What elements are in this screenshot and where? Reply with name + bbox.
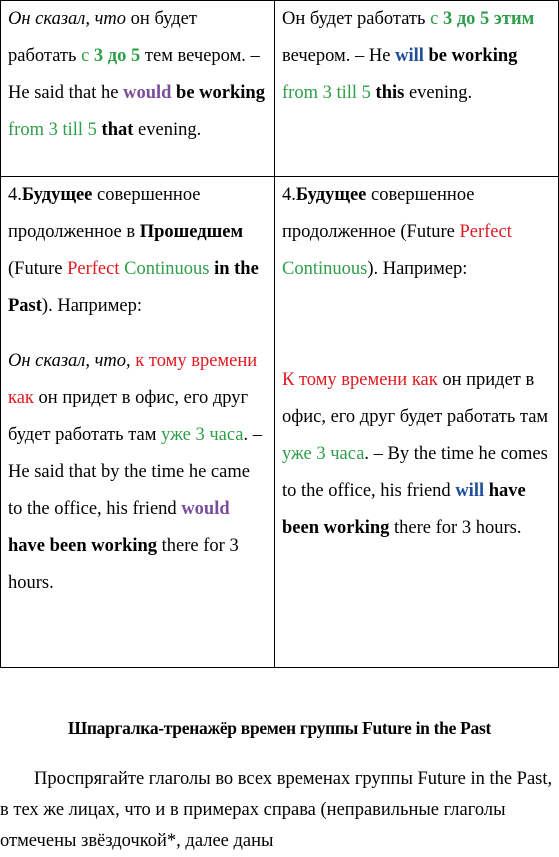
text-fragment: would [123, 83, 172, 103]
text-fragment: in the Past [8, 259, 259, 316]
text-fragment: к тому времени как [8, 351, 258, 408]
text-fragment: он придет в офис, его друг будет работать там [8, 388, 249, 445]
text-fragment: Perfect [67, 259, 120, 279]
table-row [1, 177, 559, 668]
text-fragment: have been working [282, 481, 526, 538]
text-fragment: с [81, 46, 94, 66]
text-fragment: evening. [133, 120, 202, 140]
text-fragment: be working [176, 83, 265, 103]
text-fragment: он придет в офис, его друг будет работать там [282, 370, 549, 427]
text-fragment: would [181, 499, 230, 519]
text-fragment: evening. [404, 83, 473, 103]
text-fragment: 4. [8, 185, 22, 205]
text-fragment: 4. [282, 185, 296, 205]
tense-cell-future-perfect-continuous-in-the-past [1, 177, 275, 668]
text-fragment: be working [428, 46, 518, 66]
text-fragment: тем вечером. – He said that he [8, 46, 260, 103]
text-fragment: from 3 till 5 [8, 120, 97, 140]
text-fragment: there for 3 hours. [8, 536, 239, 593]
text-fragment: Он сказал, что [8, 351, 127, 371]
text-fragment: Continuous [124, 259, 210, 279]
text-fragment: this [375, 83, 405, 103]
text-fragment: совершенное продолженное (Future [282, 185, 475, 242]
text-fragment: have been working [8, 536, 158, 556]
text-fragment: there for 3 hours. [389, 518, 522, 538]
text-fragment: Прошедшем [139, 222, 244, 242]
text-fragment: ). Например: [367, 259, 468, 279]
example-cell-past [1, 1, 275, 177]
text-fragment: Он будет работать [282, 9, 431, 29]
spacer [8, 325, 268, 343]
text-fragment: 3 до 5 [442, 9, 490, 29]
text-fragment: will [395, 46, 424, 66]
spacer [282, 288, 552, 362]
text-fragment: will [455, 481, 485, 501]
text-fragment: совершенное продолженное в [8, 185, 201, 242]
text-fragment: К тому времени как [282, 370, 438, 390]
text-fragment: 5 [131, 46, 141, 66]
text-fragment: (Future [8, 259, 68, 279]
paragraph-text: Проспрягайте глаголы во всех временах группы Future in the Past, в тех же лицах, что и в примерах справа (неправильные глаголы отмечены звёздочкой*, далее даны [0, 769, 553, 851]
text-fragment: Он сказал, что [8, 9, 127, 29]
text-fragment: Continuous [282, 259, 368, 279]
text-fragment: . – He said that by the time he came to the office, his friend [8, 425, 262, 519]
text-fragment: уже 3 часа [282, 444, 365, 464]
text-fragment: Будущее [21, 185, 93, 205]
tense-cell-future-perfect-continuous [275, 177, 559, 668]
text-fragment: that [101, 120, 134, 140]
text-fragment: from 3 till 5 [282, 83, 371, 103]
text-fragment: вечером. – He [282, 46, 396, 66]
text-fragment: с [430, 9, 443, 29]
text-fragment: этим [493, 9, 535, 29]
text-fragment: Будущее [295, 185, 367, 205]
text-fragment: до [103, 46, 132, 66]
text-fragment: ). Например: [41, 296, 143, 316]
text-fragment: 3 [93, 46, 104, 66]
text-fragment: Perfect [459, 222, 512, 242]
table-row [1, 1, 559, 177]
text-fragment: . – By the time he comes to the office, his friend [282, 444, 548, 501]
instruction-paragraph [0, 764, 559, 857]
example-cell-present [275, 1, 559, 177]
section-heading: Шпаргалка-тренажёр времен группы Future in the Past [67, 718, 492, 738]
text-fragment: он будет работать [8, 9, 197, 66]
text-fragment: , [126, 351, 136, 371]
text-fragment: уже 3 часа [161, 425, 244, 445]
